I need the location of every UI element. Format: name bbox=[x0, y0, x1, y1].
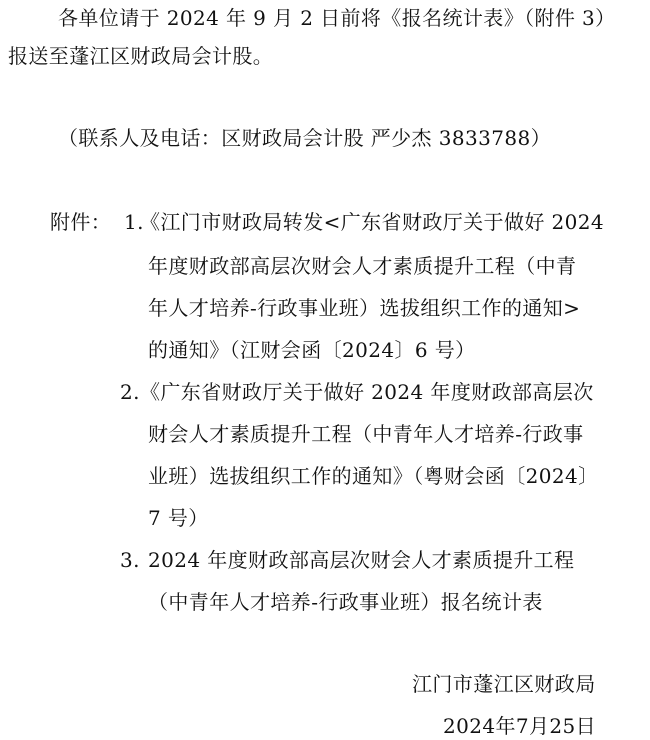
attachment-1-line-4 bbox=[148, 336, 476, 364]
attachment-3-number bbox=[120, 546, 140, 574]
attachment-2-line-1 bbox=[140, 378, 594, 406]
attachment-text: 的通知》（江财会函〔2024〕6 号） bbox=[148, 338, 476, 362]
attachments-label bbox=[50, 208, 111, 236]
attachment-1-line-1 bbox=[140, 208, 604, 236]
signature-date bbox=[443, 712, 596, 740]
attachment-number: 3. bbox=[120, 548, 140, 572]
notice-text-1: 各单位请于 2024 年 9 月 2 日前将《报名统计表》（附件 3） bbox=[58, 6, 616, 30]
attachment-3-line-1 bbox=[148, 546, 574, 574]
attachment-1-line-2 bbox=[148, 252, 576, 280]
signature-org bbox=[412, 670, 596, 698]
attachment-text: （中青年人才培养-行政事业班）报名统计表 bbox=[148, 590, 543, 614]
notice-line-2 bbox=[8, 42, 273, 70]
contact-text: （联系人及电话：区财政局会计股 严少杰 3833788） bbox=[58, 126, 551, 150]
signature-date-text: 2024年7月25日 bbox=[443, 714, 597, 738]
attachment-text: 年人才培养-行政事业班）选拔组织工作的通知> bbox=[148, 296, 581, 320]
notice-text-2: 报送至蓬江区财政局会计股。 bbox=[8, 44, 274, 68]
attachment-2-number bbox=[120, 378, 140, 406]
attachment-2-line-4 bbox=[148, 504, 209, 532]
attachments-label-text: 附件： bbox=[50, 210, 112, 234]
contact-line bbox=[58, 124, 551, 152]
notice-line-1 bbox=[58, 4, 616, 32]
signature-org-text: 江门市蓬江区财政局 bbox=[412, 672, 596, 696]
attachment-text: 财会人才素质提升工程（中青年人才培养-行政事 bbox=[148, 422, 584, 446]
attachment-text: 7 号） bbox=[148, 506, 209, 530]
attachment-number: 1. bbox=[124, 210, 144, 234]
attachment-1-line-3 bbox=[148, 294, 580, 322]
attachment-text: 业班）选拔组织工作的通知》（粤财会函〔2024〕 bbox=[148, 464, 599, 488]
attachment-number: 2. bbox=[120, 380, 140, 404]
attachment-2-line-3 bbox=[148, 462, 599, 490]
attachment-text: 《江门市财政局转发<广东省财政厅关于做好 2024 bbox=[140, 210, 605, 234]
attachment-text: 年度财政部高层次财会人才素质提升工程（中青 bbox=[148, 254, 577, 278]
attachment-2-line-2 bbox=[148, 420, 584, 448]
attachment-text: 2024 年度财政部高层次财会人才素质提升工程 bbox=[148, 548, 575, 572]
attachment-3-line-2 bbox=[148, 588, 543, 616]
attachment-text: 《广东省财政厅关于做好 2024 年度财政部高层次 bbox=[140, 380, 594, 404]
